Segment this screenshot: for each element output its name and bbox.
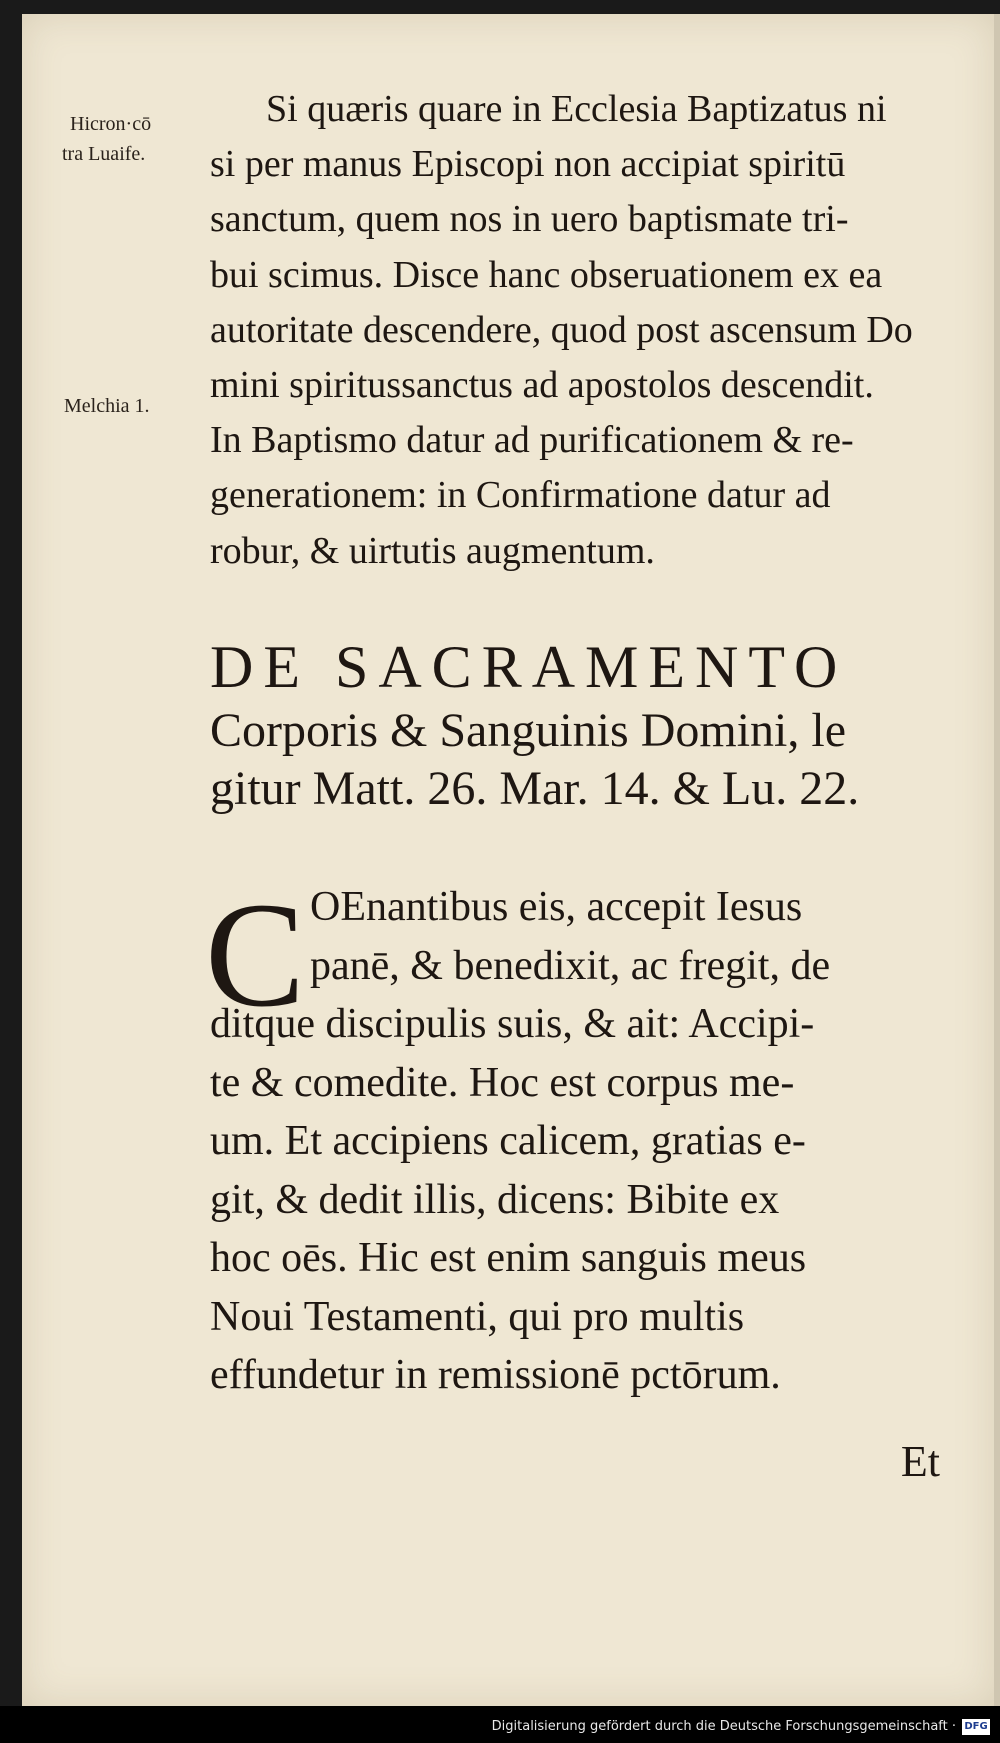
text-line: um. Et accipiens calicem, gratias e-: [210, 1118, 806, 1164]
text-line: ditque discipulis suis, & ait: Accipi-: [210, 1001, 815, 1047]
catchword: Et: [900, 1437, 940, 1486]
text-line: Noui Testamenti, qui pro multis: [210, 1293, 745, 1340]
dfg-logo-icon: DFG: [962, 1719, 990, 1735]
text-line: generationem: in Confirmatione datur ad: [210, 474, 831, 517]
text-line: effundetur in remissionē pctōrum.: [210, 1352, 781, 1398]
heading-title: DE SACRAMENTO: [210, 634, 848, 700]
heading-line: Corporis & Sanguinis Domini, le: [210, 704, 846, 757]
text-line: sanctum, quem nos in uero baptismate tri-: [210, 198, 849, 241]
text-line: si per manus Episcopi non accipiat spiritū: [210, 143, 846, 186]
margin-note: Hicron·cō: [70, 113, 152, 135]
text-line: panē, & benedixit, ac fregit, de: [310, 942, 831, 989]
margin-note: tra Luaife.: [62, 143, 146, 165]
heading-line: gitur Matt. 26. Mar. 14. & Lu. 22.: [210, 762, 860, 815]
text-line: git, & dedit illis, dicens: Bibite ex: [210, 1176, 780, 1223]
text-line: mini spiritussanctus ad apostolos descendit.: [210, 364, 874, 407]
drop-cap: C: [205, 872, 306, 1038]
text-line: Si quæris quare in Ecclesia Baptizatus ni: [266, 88, 887, 130]
text-line: OEnantibus eis, accepit Iesus: [310, 884, 803, 930]
text-line: In Baptismo datur ad purificationem & re-: [210, 419, 854, 462]
text-line: robur, & uirtutis augmentum.: [210, 529, 655, 572]
footer-credit: Digitalisierung gefördert durch die Deutsche Forschungsgemeinschaft ·: [491, 1719, 956, 1734]
section-heading: [210, 632, 950, 818]
margin-note: Melchia 1.: [64, 395, 150, 417]
text-line: hoc oēs. Hic est enim sanguis meus: [210, 1235, 807, 1281]
page-edge: [994, 14, 1000, 1706]
text-line: bui scimus. Disce hanc obseruationem ex ea: [210, 253, 883, 296]
paragraph-confirmation: [210, 82, 948, 579]
text-line: autoritate descendere, quod post ascensum Do: [210, 308, 913, 351]
paragraph-sacrament: [210, 878, 948, 1405]
text-line: te & comedite. Hoc est corpus me-: [210, 1059, 795, 1106]
